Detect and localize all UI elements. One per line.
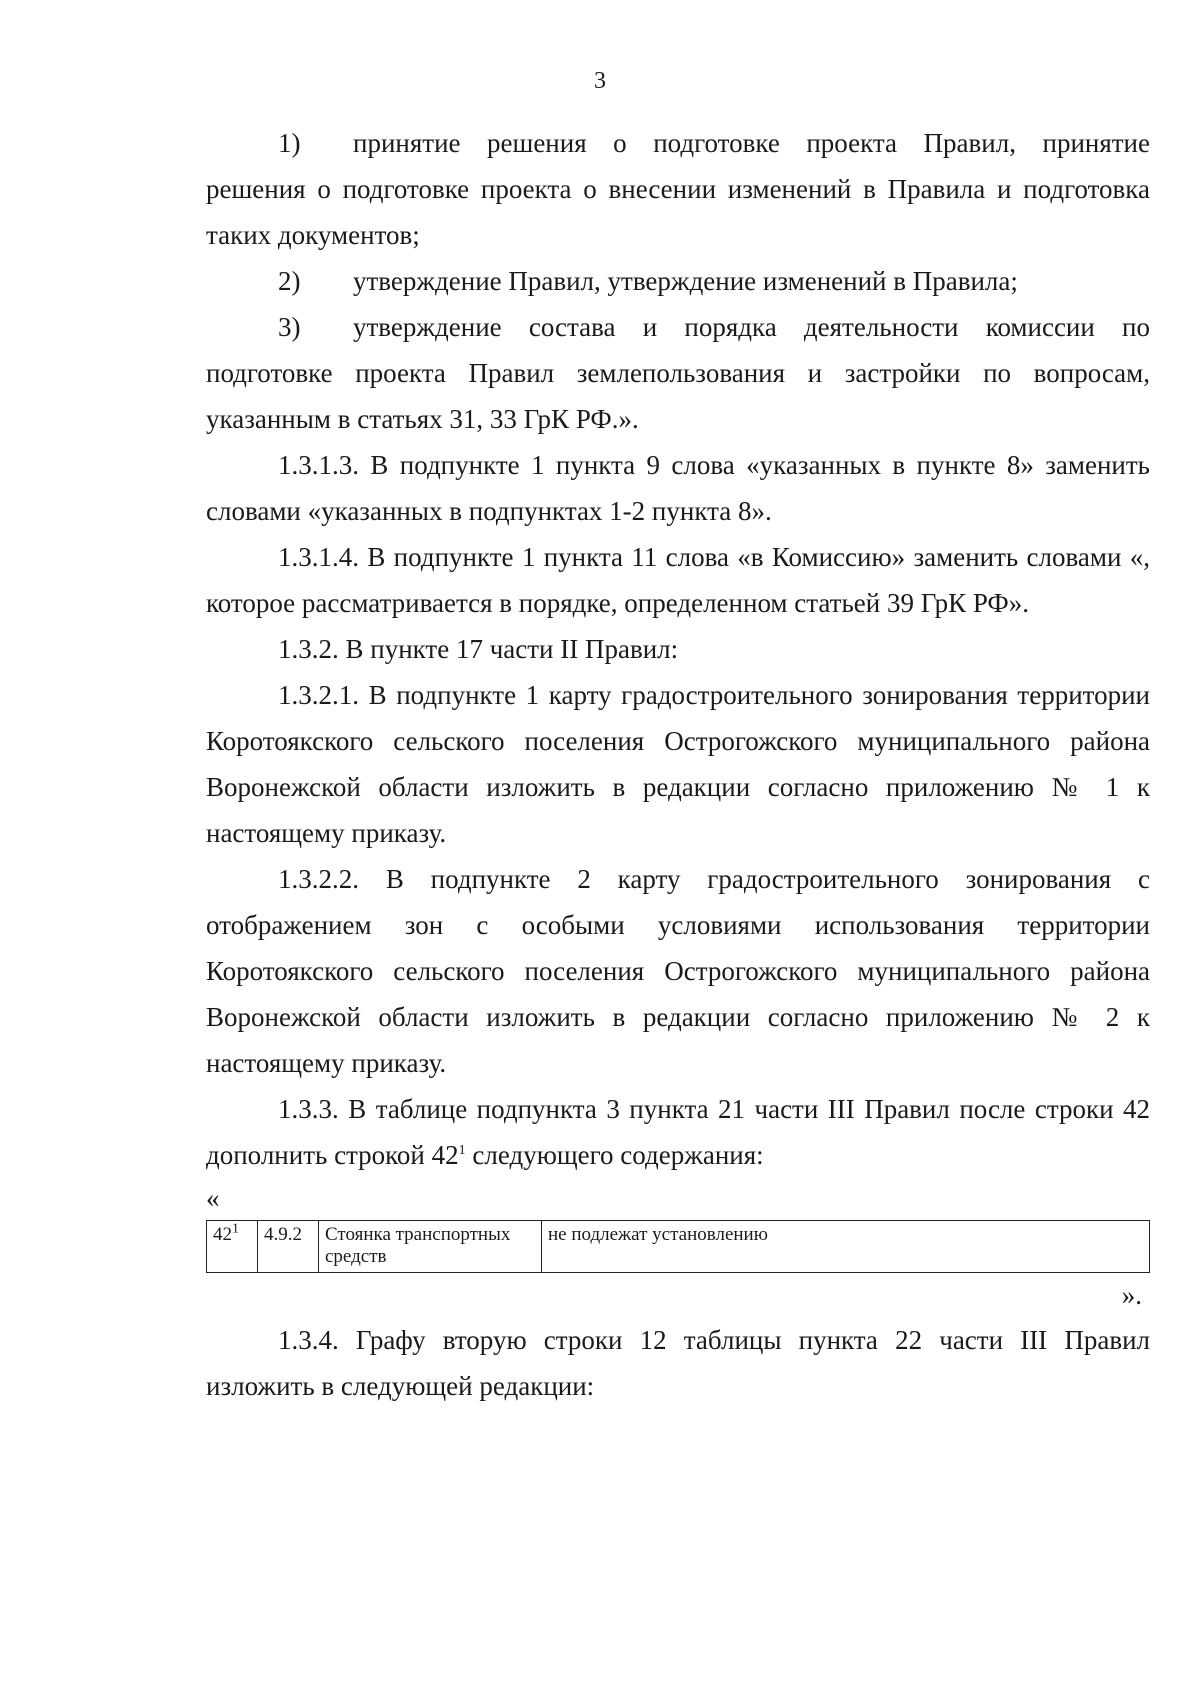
list-item-3 bbox=[206, 304, 1150, 350]
paragraph-1-3-2-2: 1.3.2.2. В подпункте 2 карту градостроительного зонирования с отображением зон с особыми условиями использования территории Коротоякского сельского поселения Острогожского муниципального района Воронежской области изложить в редакции согласно приложению № 2 к настоящему приказу. bbox=[206, 864, 1150, 1078]
paragraph-1-3-4: 1.3.4. Графу вторую строки 12 таблицы пункта 22 части III Правил изложить в следующей редакции: bbox=[206, 1325, 1150, 1401]
insert-table bbox=[206, 1220, 1150, 1273]
list-item-number: 3) bbox=[278, 312, 301, 342]
list-item-number: 1) bbox=[278, 128, 301, 158]
paragraph-1-3-1-4: 1.3.1.4. В подпункте 1 пункта 11 слова «в Комиссию» заменить словами «, которое рассматривается в порядке, определенном статьей 39 ГрК РФ». bbox=[206, 542, 1150, 618]
paragraph-text: 1.3.3. В таблице подпункта 3 пункта 21 части III Правил после строки 42 дополнить строкой 42 bbox=[206, 1094, 1150, 1170]
table-cell-value: не подлежат установлению bbox=[542, 1221, 1150, 1273]
paragraph-1-3-2: 1.3.2. В пункте 17 части II Правил: bbox=[278, 634, 679, 664]
list-item-continuation: подготовке проекта Правил землепользования и застройки по вопросам, указанным в статьях 31, 33 ГрК РФ.». bbox=[206, 358, 1150, 434]
list-item-2 bbox=[206, 258, 1150, 304]
list-item-text: принятие решения о подготовке проекта Правил, принятие bbox=[353, 128, 1150, 158]
paragraph-1-3-3 bbox=[206, 1086, 1150, 1178]
table-cell-name: Стоянка транспортных средств bbox=[319, 1221, 542, 1273]
paragraph-1-3-1-3: 1.3.1.3. В подпункте 1 пункта 9 слова «указанных в пункте 8» заменить словами «указанных в подпунктах 1-2 пункта 8». bbox=[206, 450, 1150, 526]
table-cell-number bbox=[207, 1221, 258, 1273]
list-item-text: утверждение Правил, утверждение изменений в Правила; bbox=[353, 266, 1018, 296]
superscript: 1 bbox=[458, 1143, 466, 1158]
paragraph-1-3-2-1: 1.3.2.1. В подпункте 1 карту градостроительного зонирования территории Коротоякского сельского поселения Острогожского муниципального района Воронежской области изложить в редакции согласно приложению № 1 к настоящему приказу. bbox=[206, 680, 1150, 848]
table-row bbox=[207, 1221, 1150, 1273]
page-number: 3 bbox=[594, 68, 606, 94]
opening-quote: « bbox=[206, 1183, 220, 1213]
paragraph-text: следующего содержания: bbox=[465, 1140, 764, 1170]
table-cell-code: 4.9.2 bbox=[258, 1221, 319, 1273]
closing-quote: ». bbox=[1121, 1280, 1142, 1310]
list-item-number: 2) bbox=[278, 266, 301, 296]
list-item-text: утверждение состава и порядка деятельности комиссии по bbox=[353, 312, 1150, 342]
cell-text: 42 bbox=[213, 1224, 232, 1245]
document-body bbox=[206, 120, 1150, 1409]
list-item-continuation: решения о подготовке проекта о внесении изменений в Правила и подготовка таких документов; bbox=[206, 174, 1150, 250]
list-item-1 bbox=[206, 120, 1150, 166]
superscript: 1 bbox=[232, 1221, 239, 1237]
